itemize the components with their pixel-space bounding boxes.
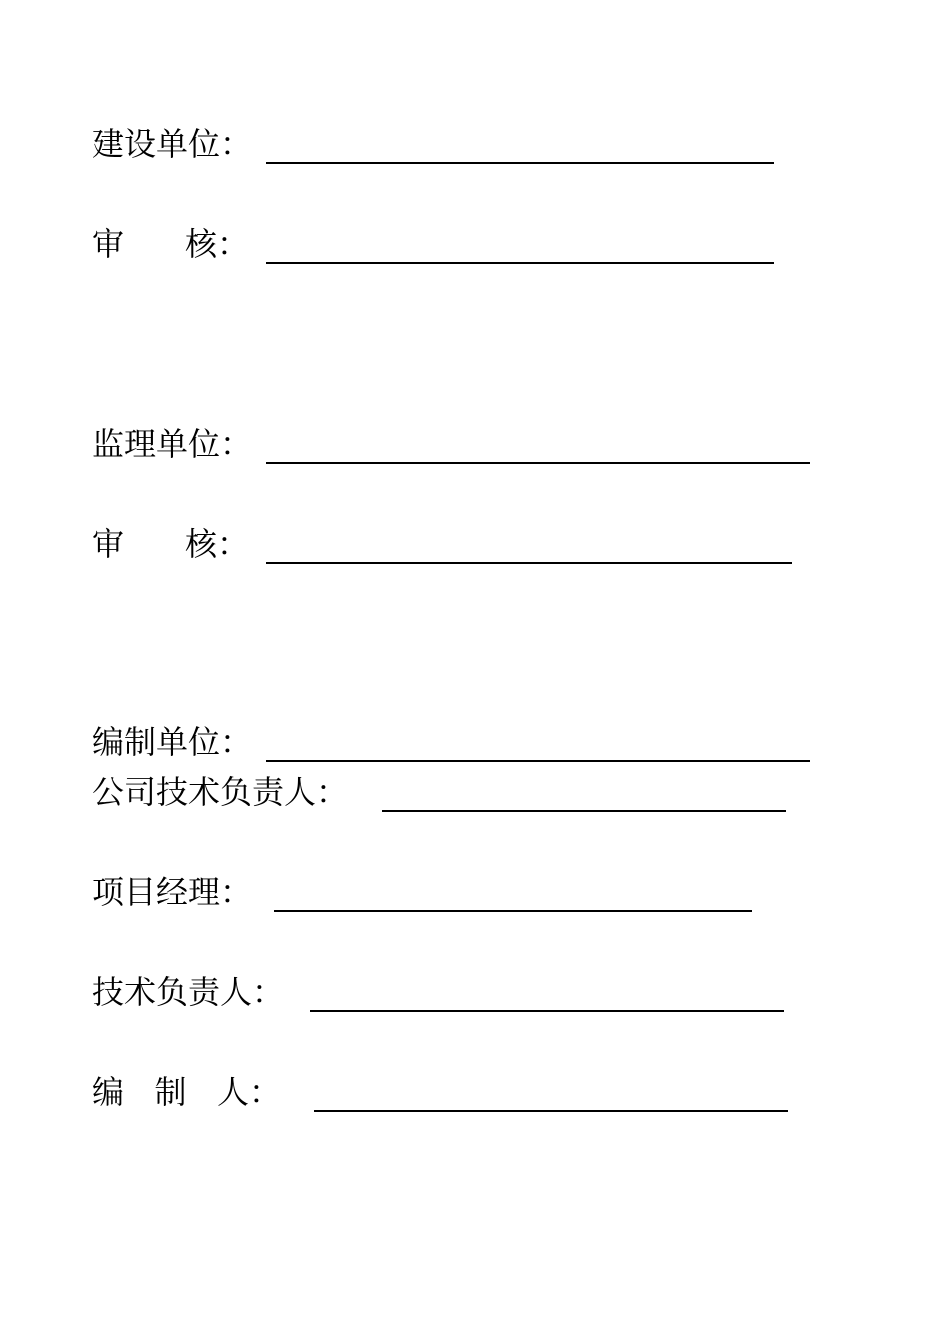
- supervision-unit-signature-line: [266, 462, 810, 464]
- construction-review-label: 审 核：: [92, 225, 250, 263]
- technical-lead-row: [92, 972, 792, 1012]
- supervision-review-signature-line: [266, 562, 792, 564]
- construction-unit-row: [92, 124, 782, 164]
- construction-unit-signature-line: [266, 162, 774, 164]
- compiler-label: 编 制 人：: [92, 1073, 282, 1111]
- compiler-signature-line: [314, 1110, 788, 1112]
- company-technical-lead-row: [92, 772, 792, 812]
- compiling-unit-label: 编制单位：: [92, 723, 253, 761]
- compiling-unit-row: [92, 722, 812, 762]
- supervision-review-label: 审 核：: [92, 525, 250, 563]
- company-technical-lead-signature-line: [382, 810, 786, 812]
- supervision-unit-row: [92, 424, 812, 464]
- supervision-unit-label: 监理单位：: [92, 425, 253, 463]
- construction-review-row: [92, 224, 782, 264]
- compiling-unit-signature-line: [266, 760, 810, 762]
- compiler-row: [92, 1072, 792, 1112]
- construction-unit-label: 建设单位：: [92, 125, 253, 163]
- supervision-review-row: [92, 524, 797, 564]
- project-manager-signature-line: [274, 910, 752, 912]
- company-technical-lead-label: 公司技术负责人：: [92, 773, 349, 811]
- construction-review-signature-line: [266, 262, 774, 264]
- technical-lead-signature-line: [310, 1010, 784, 1012]
- project-manager-row: [92, 872, 757, 912]
- technical-lead-label: 技术负责人：: [92, 973, 285, 1011]
- project-manager-label: 项目经理：: [92, 873, 253, 911]
